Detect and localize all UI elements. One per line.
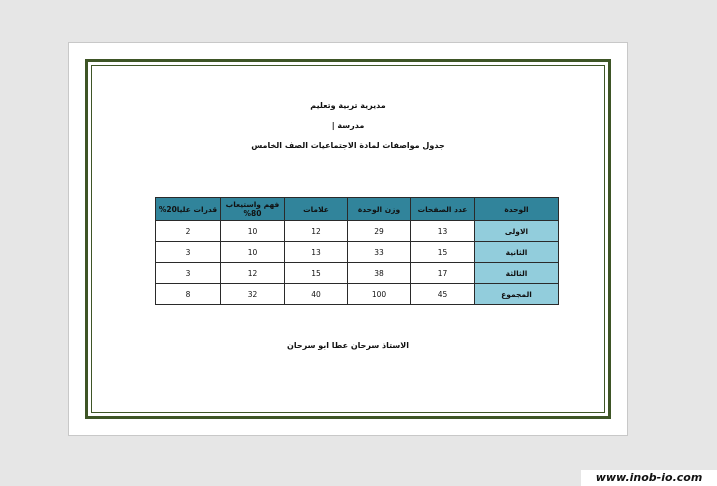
header-pages: عدد الصفحات <box>411 198 475 221</box>
school-name: مدرسة | <box>331 121 365 130</box>
table-total-row <box>156 284 559 305</box>
higher-abilities-cell: 2 <box>156 221 221 242</box>
table-title: جدول مواصفات لمادة الاجتماعيات الصف الخامس <box>251 141 445 150</box>
table-header-row <box>156 198 559 221</box>
table-row <box>156 263 559 284</box>
unit-cell: المجموع <box>475 284 559 305</box>
directorate-title: مديرية تربية وتعليم <box>310 101 386 110</box>
weight-cell: 100 <box>348 284 411 305</box>
marks-cell: 15 <box>285 263 348 284</box>
teacher-signature: الاستاذ سرحان عطا ابو سرحان <box>287 341 409 350</box>
unit-cell: الاولى <box>475 221 559 242</box>
weight-cell: 38 <box>348 263 411 284</box>
specifications-table <box>155 197 559 305</box>
document-page <box>68 42 628 436</box>
weight-cell: 29 <box>348 221 411 242</box>
table-row <box>156 221 559 242</box>
understanding-cell: 10 <box>221 242 285 263</box>
header-higher-abilities: قدرات عليا20% <box>156 198 221 221</box>
table-row <box>156 242 559 263</box>
marks-cell: 13 <box>285 242 348 263</box>
pages-cell: 13 <box>411 221 475 242</box>
understanding-cell: 32 <box>221 284 285 305</box>
weight-cell: 33 <box>348 242 411 263</box>
pages-cell: 45 <box>411 284 475 305</box>
unit-cell: الثالثة <box>475 263 559 284</box>
higher-abilities-cell: 8 <box>156 284 221 305</box>
unit-cell: الثانية <box>475 242 559 263</box>
header-weight: وزن الوحدة <box>348 198 411 221</box>
header-unit: الوحدة <box>475 198 559 221</box>
watermark: www.inob-io.com <box>581 470 717 486</box>
marks-cell: 12 <box>285 221 348 242</box>
higher-abilities-cell: 3 <box>156 242 221 263</box>
understanding-cell: 12 <box>221 263 285 284</box>
higher-abilities-cell: 3 <box>156 263 221 284</box>
header-understanding: فهم واستيعاب 80% <box>221 198 285 221</box>
marks-cell: 40 <box>285 284 348 305</box>
pages-cell: 15 <box>411 242 475 263</box>
pages-cell: 17 <box>411 263 475 284</box>
header-marks: علامات <box>285 198 348 221</box>
understanding-cell: 10 <box>221 221 285 242</box>
